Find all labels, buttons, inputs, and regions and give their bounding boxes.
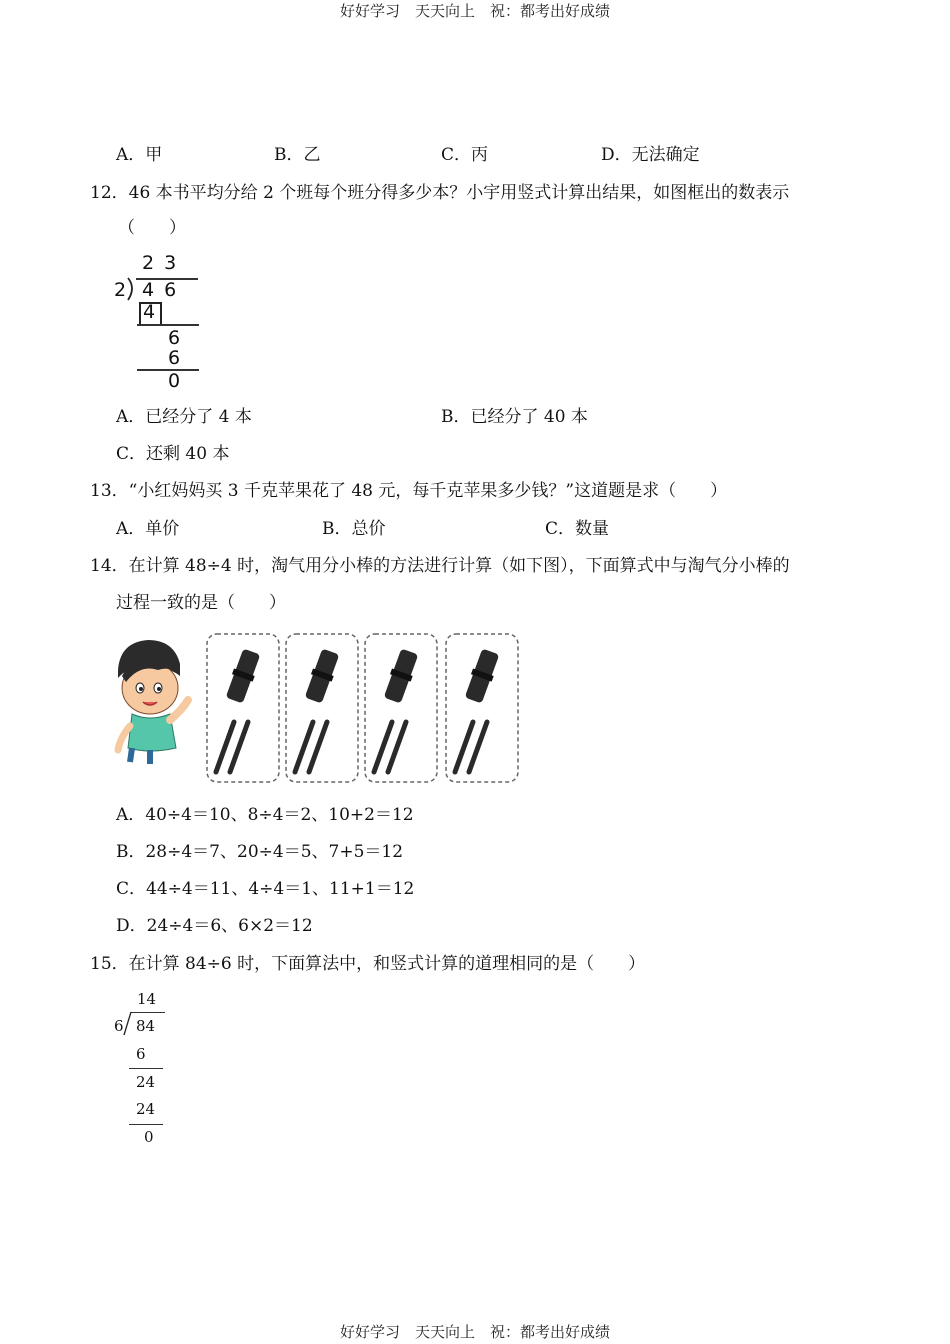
q15-step-line2: [129, 1124, 163, 1125]
q13-option-a[interactable]: A．单价: [116, 519, 180, 539]
q14-option-a[interactable]: A．40÷4＝10、8÷4＝2、10+2＝12: [116, 805, 414, 825]
q12-step-line1: [137, 324, 199, 326]
q15-step-line1: [129, 1068, 163, 1069]
q14-option-d[interactable]: D．24÷4＝6、6×2＝12: [116, 916, 313, 936]
q13-option-c[interactable]: C．数量: [545, 519, 610, 539]
page-header: 好好学习 天天向上 祝：都考出好成绩: [339, 2, 610, 20]
q15-step1: 6: [136, 1045, 146, 1063]
q15-division-bar: [131, 1012, 165, 1013]
boy-character-icon: [118, 640, 188, 764]
q11-option-c[interactable]: C．丙: [441, 145, 489, 165]
q14-sticks-illustration: [110, 630, 525, 788]
q15-quotient: 14: [137, 990, 157, 1008]
q15-step3: 24: [136, 1100, 156, 1118]
q12-remainder: 0: [168, 370, 181, 392]
q14-option-b[interactable]: B．28÷4＝7、20÷4＝5、7+5＝12: [116, 842, 404, 862]
q12-answer-blank: （ ）: [118, 218, 186, 238]
q15-remainder: 0: [144, 1128, 154, 1146]
q12-dividend: 4 6: [142, 279, 179, 301]
q12-division-bracket: [125, 276, 139, 302]
q11-option-a[interactable]: A．甲: [116, 145, 163, 165]
q12-step1: 6: [168, 327, 181, 349]
q15-divisor: 6: [114, 1017, 124, 1035]
q12-step2: 6: [168, 347, 181, 369]
q15-stem: 15．在计算 84÷6 时，下面算法中，和竖式计算的道理相同的是（ ）: [90, 954, 646, 974]
q11-option-d[interactable]: D．无法确定: [601, 145, 700, 165]
q13-stem: 13．“小红妈妈买 3 千克苹果花了 48 元，每千克苹果多少钱？”这道题是求（ ）: [90, 481, 728, 501]
q13-option-b[interactable]: B．总价: [322, 519, 386, 539]
page-footer: 好好学习 天天向上 祝：都考出好成绩: [339, 1323, 610, 1341]
q15-division-slash: [122, 1011, 134, 1037]
q12-divisor: 2: [114, 279, 127, 301]
q12-option-a[interactable]: A．已经分了 4 本: [116, 407, 252, 427]
q14-stem-line1: 14．在计算 48÷4 时，淘气用分小棒的方法进行计算（如下图），下面算式中与淘气分小棒的: [90, 556, 790, 576]
q12-stem-line1: 12．46 本书平均分给 2 个班每个班分得多少本？小宇用竖式计算出结果，如图框出的数表示: [90, 183, 790, 203]
q11-option-b[interactable]: B．乙: [274, 145, 321, 165]
q12-boxed-number: 4: [143, 301, 156, 323]
q14-option-c[interactable]: C．44÷4＝11、4÷4＝1、11+1＝12: [116, 879, 415, 899]
q14-stem-line2: 过程一致的是（ ）: [116, 593, 286, 613]
q15-step2: 24: [136, 1073, 156, 1091]
q15-dividend: 84: [136, 1017, 156, 1035]
q12-option-c[interactable]: C．还剩 40 本: [116, 444, 230, 464]
q12-option-b[interactable]: B．已经分了 40 本: [441, 407, 588, 427]
q12-quotient: 2 3: [142, 252, 179, 274]
